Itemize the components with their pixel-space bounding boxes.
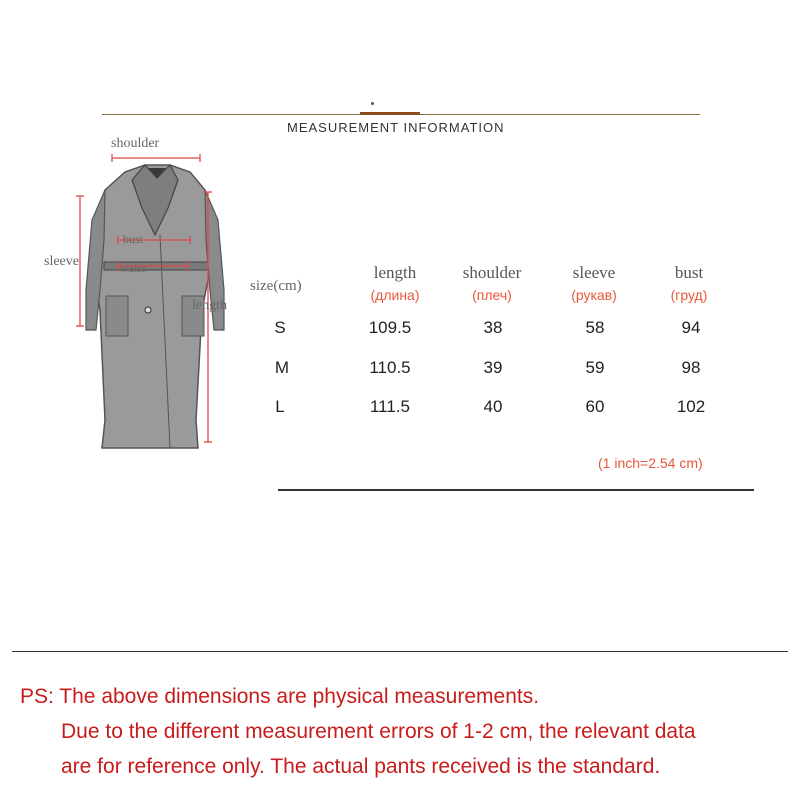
row-m-bust: 98 [681,358,701,377]
ps-line-3: are for reference only. The actual pants received is the standard. [61,755,661,778]
conversion-note: (1 inch=2.54 cm) [598,455,703,471]
col-header-bust: bust [674,263,704,282]
row-l-sleeve: 60 [585,397,605,416]
size-column-header: size(cm) [250,278,302,294]
row-l-size: L [275,397,285,416]
ps-line-1: PS: The above dimensions are physical measurements. [20,685,540,708]
row-s-size: S [274,318,286,337]
col-header-length: length [373,263,417,282]
col-header-bust-ru: (груд) [670,287,708,303]
label-waist: waist [120,261,146,275]
col-header-length-ru: (длина) [370,287,420,303]
col-header-shoulder-ru: (плеч) [472,287,512,303]
label-length: length [192,298,227,313]
row-l-length: 111.5 [369,397,411,416]
row-m-size: M [274,358,290,377]
label-bust: bust [123,232,144,246]
coat-button [145,307,151,313]
row-m-length: 110.5 [369,358,411,377]
row-s-shoulder: 38 [483,318,503,337]
section-divider [12,651,788,652]
row-s-bust: 94 [681,318,701,337]
row-s-length: 109.5 [368,318,412,337]
page-title: MEASUREMENT INFORMATION [287,120,505,135]
header-rule-accent [360,112,420,115]
header-dot [371,102,374,105]
label-shoulder: shoulder [111,136,160,151]
row-m-shoulder: 39 [483,358,503,377]
ps-line-2: Due to the different measurement errors of 1-2 cm, the relevant data [61,720,696,743]
left-pocket [106,296,128,336]
col-header-shoulder: shoulder [462,263,522,282]
row-m-sleeve: 59 [585,358,605,377]
col-header-sleeve-ru: (рукав) [571,287,617,303]
row-l-bust: 102 [676,397,706,416]
row-s-sleeve: 58 [585,318,605,337]
table-bottom-rule [278,489,754,491]
col-header-sleeve: sleeve [572,263,616,282]
label-sleeve: sleeve [44,254,79,269]
row-l-shoulder: 40 [483,397,503,416]
